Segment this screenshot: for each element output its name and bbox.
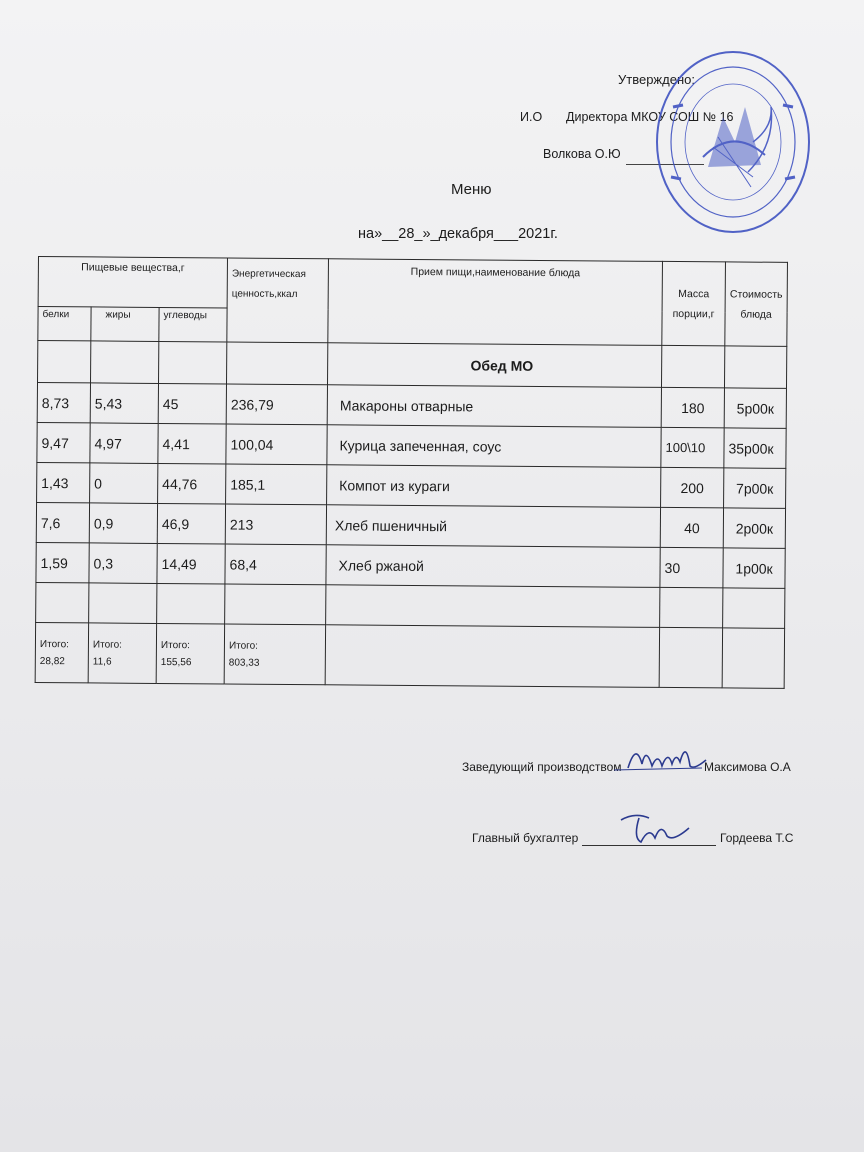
table-row	[37, 383, 786, 429]
header-nutrients: Пищевые вещества,г	[38, 257, 227, 308]
cost-cell: 5р00к	[724, 388, 786, 428]
total-energy-label: Итого:	[228, 640, 258, 652]
table-row	[37, 462, 786, 508]
fat-cell: 0	[90, 463, 158, 504]
menu-date: на»__28_»_декабря___2021г.	[358, 226, 558, 242]
fat-cell: 0,3	[89, 543, 157, 584]
protein-cell: 1,43	[37, 462, 90, 502]
total-energy-value: 803,33	[228, 657, 260, 669]
mass-cell: 30	[660, 547, 723, 587]
carbs-cell: 45	[158, 383, 226, 424]
table-row	[36, 502, 785, 548]
energy-cell: 185,1	[226, 464, 327, 505]
energy-cell: 236,79	[226, 384, 327, 425]
table-header-row	[38, 257, 787, 313]
header-fat: жиры	[91, 307, 159, 342]
production-manager-label: Заведующий производством	[462, 760, 622, 774]
director-name: Волкова О.Ю	[543, 147, 621, 161]
director-title: Директора МКОУ СОШ № 16	[566, 110, 734, 124]
production-signature	[610, 738, 710, 778]
official-stamp	[653, 47, 813, 237]
carbs-cell: 14,49	[157, 543, 225, 584]
header-cost: Стоимость блюда	[725, 262, 788, 346]
header-mass: Масса порции,г	[662, 261, 726, 345]
total-protein	[35, 622, 88, 682]
table-row	[36, 542, 785, 588]
fat-cell: 0,9	[89, 503, 157, 544]
total-energy	[224, 624, 325, 685]
carbs-cell: 4,41	[158, 423, 226, 464]
cost-cell: 7р00к	[724, 468, 786, 508]
chief-accountant-name: Гордеева Т.С	[720, 831, 794, 845]
mass-cell: 40	[660, 507, 723, 547]
total-fat-value: 11,6	[92, 655, 112, 668]
menu-table	[35, 256, 788, 689]
header-meal: Прием пищи,наименование блюда	[328, 259, 663, 346]
protein-cell: 1,59	[36, 542, 89, 582]
production-manager-name: Максимова О.А	[704, 760, 791, 774]
fat-cell: 5,43	[90, 383, 158, 424]
totals-row	[35, 622, 784, 688]
page-title: Меню	[451, 181, 492, 198]
chief-accountant-label: Главный бухгалтер	[472, 831, 579, 845]
cost-cell: 2р00к	[723, 508, 785, 548]
protein-cell: 8,73	[37, 383, 90, 423]
approval-label: Утверждено:	[618, 72, 695, 87]
energy-cell: 213	[225, 504, 326, 545]
section-row	[38, 341, 787, 389]
total-fat-label: Итого:	[92, 638, 122, 651]
table-row	[37, 422, 786, 468]
carbs-cell: 46,9	[157, 503, 225, 544]
header-carbs: углеводы	[159, 307, 227, 342]
empty-row	[36, 582, 785, 628]
total-protein-label: Итого:	[39, 638, 69, 650]
director-prefix: И.О	[520, 110, 543, 124]
mass-cell: 100\10	[661, 427, 724, 467]
accountant-signature	[615, 808, 695, 848]
mass-cell: 200	[661, 467, 724, 507]
dish-cell: Макароны отварные	[327, 385, 661, 428]
dish-cell: Курица запеченная, соус	[327, 425, 661, 468]
total-carbs	[156, 623, 224, 684]
header-energy: Энергетическая ценность,ккал	[227, 258, 329, 343]
protein-cell: 9,47	[37, 422, 90, 462]
dish-cell: Хлеб пшеничный	[326, 505, 660, 548]
total-fat	[88, 623, 156, 684]
dish-cell: Компот из кураги	[327, 465, 661, 508]
section-title: Обед МО	[328, 343, 662, 388]
dish-cell: Хлеб ржаной	[326, 545, 660, 588]
total-carbs-value: 155,56	[160, 656, 192, 668]
mass-cell: 180	[661, 387, 724, 427]
total-protein-value: 28,82	[39, 655, 65, 667]
fat-cell: 4,97	[90, 423, 158, 464]
cost-cell: 35р00к	[724, 428, 786, 468]
energy-cell: 100,04	[226, 424, 327, 465]
header-protein: белки	[38, 307, 91, 341]
protein-cell: 7,6	[36, 502, 89, 542]
total-carbs-label: Итого:	[160, 639, 190, 651]
carbs-cell: 44,76	[158, 463, 226, 504]
energy-cell: 68,4	[225, 544, 326, 585]
cost-cell: 1р00к	[723, 548, 785, 588]
